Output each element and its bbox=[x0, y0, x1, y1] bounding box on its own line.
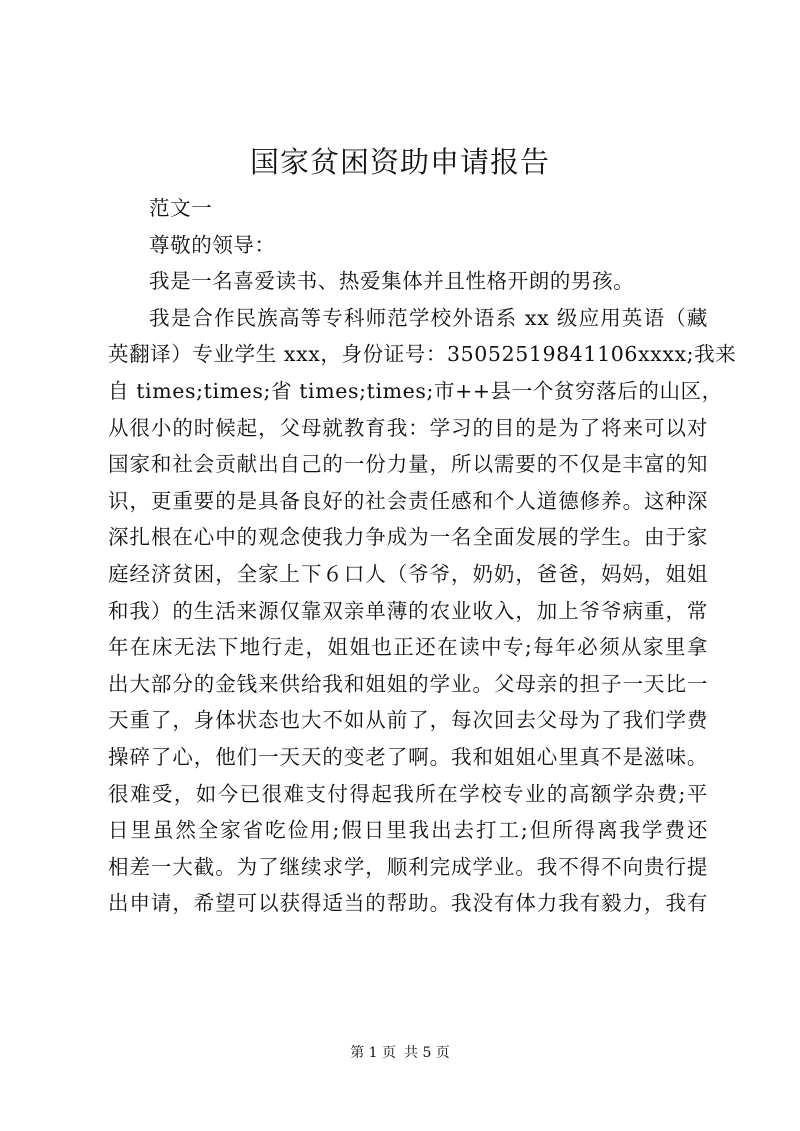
document-body bbox=[108, 190, 737, 922]
text-line: 从很小的时候起，父母就教育我：学习的目的是为了将来可以对 bbox=[108, 415, 708, 440]
text-line: 范文一 bbox=[149, 196, 213, 220]
text-line: 天重了，身体状态也大不如从前了，每次回去父母为了我们学费 bbox=[108, 708, 708, 733]
text-line: 尊敬的领导： bbox=[149, 232, 276, 257]
text-line: 自 times;times;省 times;times;市++县一个贫穷落后的山区， bbox=[108, 378, 723, 403]
text-line: 相差一大截。为了继续求学，顺利完成学业。我不得不向贵行提 bbox=[108, 854, 708, 879]
text-line: 庭经济贫困，全家上下６口人（爷爷，奶奶，爸爸，妈妈，姐姐 bbox=[108, 561, 708, 586]
text-line: 出大部分的金钱来供给我和姐姐的学业。父母亲的担子一天比一 bbox=[108, 671, 708, 696]
text-line: 出申请，希望可以获得适当的帮助。我没有体力我有毅力，我有 bbox=[108, 891, 708, 916]
page-footer bbox=[0, 1043, 800, 1063]
page-number: 第 1 页 bbox=[350, 1045, 396, 1061]
text-line: 年在床无法下地行走，姐姐也正还在读中专;每年必须从家里拿 bbox=[108, 635, 708, 660]
text-line: 识，更重要的是具备良好的社会责任感和个人道德修养。这种深 bbox=[108, 488, 708, 513]
text-line: 和我）的生活来源仅靠双亲单薄的农业收入，加上爷爷病重，常 bbox=[108, 598, 708, 623]
document-title: 国家贫困资助申请报告 bbox=[249, 145, 550, 179]
text-line: 英翻译）专业学生 xxx，身份证号：35052519841106xxxx;我来 bbox=[108, 342, 737, 367]
text-line: 我是合作民族高等专科师范学校外语系 xx 级应用英语（藏 bbox=[149, 305, 708, 330]
text-line: 深扎根在心中的观念使我力争成为一名全面发展的学生。由于家 bbox=[108, 525, 708, 550]
text-line: 我是一名喜爱读书、热爱集体并且性格开朗的男孩。 bbox=[149, 269, 635, 294]
text-line: 国家和社会贡献出自己的一份力量，所以需要的不仅是丰富的知 bbox=[108, 452, 708, 477]
page-total: 共 5 页 bbox=[404, 1045, 450, 1061]
text-line: 操碎了心，他们一天天的变老了啊。我和姐姐心里真不是滋味。 bbox=[108, 744, 708, 769]
text-line: 很难受，如今已很难支付得起我所在学校专业的高额学杂费;平 bbox=[108, 781, 708, 806]
text-line: 日里虽然全家省吃俭用;假日里我出去打工;但所得离我学费还 bbox=[108, 818, 708, 843]
